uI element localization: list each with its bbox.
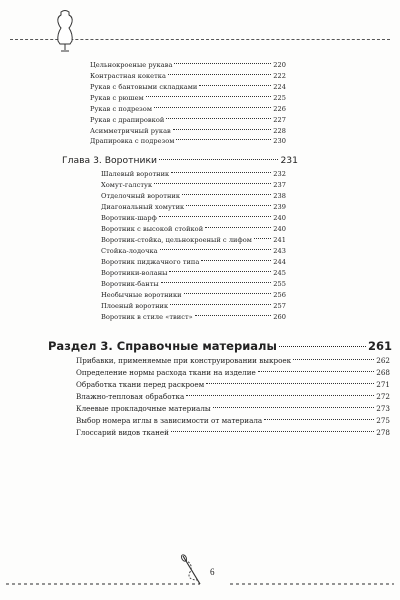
toc-entry[interactable] [76, 416, 390, 425]
toc-entry[interactable] [101, 280, 286, 288]
toc-entry-title: Влажно-тепловая обработка [76, 392, 185, 401]
toc-entry-title: Драпировка с подрезом [90, 137, 175, 145]
toc-entry[interactable] [90, 137, 286, 145]
leader-dots [293, 358, 374, 360]
toc-entry-title: Прибавки, применяемые при конструировании выкроек [76, 356, 292, 365]
leader-dots [171, 430, 374, 432]
section-title: Раздел 3. Справочные материалы [48, 339, 277, 353]
leader-dots [201, 259, 271, 261]
toc-entry-title: Воротник-банты [101, 280, 159, 288]
toc-entry[interactable] [90, 127, 286, 135]
chapter-page: 231 [280, 155, 298, 166]
toc-entry-title: Рукав с подрезом [90, 105, 153, 113]
toc-entry-title: Воротники-воланы [101, 269, 168, 277]
leader-dots [169, 270, 271, 272]
leader-dots [146, 95, 272, 97]
leader-dots [161, 281, 272, 283]
toc-entry-page: 275 [376, 416, 390, 425]
toc-entry[interactable] [101, 313, 286, 321]
toc-entry-page: 268 [376, 368, 390, 377]
toc-entry-page: 222 [273, 72, 286, 80]
leader-dots [213, 406, 375, 408]
leader-dots [159, 215, 271, 217]
toc-entry[interactable] [90, 105, 286, 113]
toc-entry[interactable] [90, 61, 286, 69]
toc-entry-page: 262 [376, 356, 390, 365]
toc-entry-title: Определение нормы расхода ткани на изделие [76, 368, 256, 377]
toc-entry-title: Шалевый воротник [101, 170, 170, 178]
toc-entry-title: Плоеный воротник [101, 302, 169, 310]
leader-dots [171, 171, 271, 173]
toc-entry[interactable] [90, 116, 286, 124]
toc-entry-page: 273 [376, 404, 390, 413]
toc-entry-page: 245 [273, 269, 286, 277]
toc-entry[interactable] [76, 356, 390, 365]
toc-entry[interactable] [101, 302, 286, 310]
toc-entry[interactable] [101, 214, 286, 222]
toc-entry-page: 244 [273, 258, 286, 266]
toc-entry[interactable] [101, 247, 286, 255]
toc-entry-page: 230 [273, 137, 286, 145]
toc-entry[interactable] [101, 170, 286, 178]
dress-form-icon [52, 8, 78, 54]
toc-entry-page: 238 [273, 192, 286, 200]
toc-entry-title: Рукав с бантовыми складками [90, 83, 198, 91]
leader-dots [182, 193, 271, 195]
toc-entry[interactable] [90, 83, 286, 91]
section-page: 261 [367, 339, 392, 353]
leader-dots [184, 292, 272, 294]
chapter-title: Глава 3. Воротники [62, 155, 157, 166]
toc-entry[interactable] [76, 392, 390, 401]
leader-dots [166, 117, 271, 119]
toc-entry-title: Выбор номера иглы в зависимости от материала [76, 416, 263, 425]
toc-entry[interactable] [76, 380, 390, 389]
leader-dots [264, 418, 374, 420]
leader-dots [176, 138, 271, 140]
toc-entry-title: Воротник-стойка, цельнокроеный с лифом [101, 236, 252, 244]
toc-entry[interactable] [76, 404, 390, 413]
toc-entry[interactable] [76, 368, 390, 377]
leader-dots [160, 248, 272, 250]
toc-entry-page: 237 [273, 181, 286, 189]
toc-entry-page: 232 [273, 170, 286, 178]
leader-dots [186, 394, 374, 396]
leader-dots [168, 73, 271, 75]
leader-dots [199, 84, 271, 86]
toc-entry-page: 239 [273, 203, 286, 211]
toc-entry-page: 226 [273, 105, 286, 113]
toc-entry-title: Воротник с высокой стойкой [101, 225, 204, 233]
leader-dots [170, 303, 271, 305]
toc-entry-title: Воротник в стиле «твист» [101, 313, 193, 321]
toc-entry-page: 227 [273, 116, 286, 124]
toc-entry-page: 228 [273, 127, 286, 135]
leader-dots [154, 106, 271, 108]
toc-entry-page: 225 [273, 94, 286, 102]
toc-entry-title: Рукав с рюшем [90, 94, 144, 102]
toc-entry-title: Глоссарий видов тканей [76, 428, 169, 437]
toc-entry-title: Хомут-галстук [101, 181, 153, 189]
toc-entry-title: Воротник-шарф [101, 214, 157, 222]
leader-dots [254, 237, 271, 239]
toc-entry-page: 271 [376, 380, 390, 389]
leader-dots [154, 182, 271, 184]
toc-entry[interactable] [76, 428, 390, 437]
toc-section-heading[interactable] [48, 339, 392, 353]
toc-entry-page: 240 [273, 214, 286, 222]
toc-entry-title: Рукав с драпировкой [90, 116, 165, 124]
toc-entry[interactable] [101, 269, 286, 277]
toc-entry-page: 257 [273, 302, 286, 310]
toc-entry-page: 220 [273, 61, 286, 69]
toc-entry[interactable] [101, 258, 286, 266]
toc-entry-page: 260 [273, 313, 286, 321]
toc-entry-page: 272 [376, 392, 390, 401]
toc-entry-page: 241 [273, 236, 286, 244]
toc-entry-title: Обработка ткани перед раскроем [76, 380, 205, 389]
page-number: 6 [210, 567, 215, 577]
toc-entry-title: Асимметричный рукав [90, 127, 171, 135]
toc-entry-title: Воротник пиджачного типа [101, 258, 200, 266]
toc-entry[interactable] [101, 291, 286, 299]
leader-dots [206, 382, 374, 384]
toc-entry-title: Необычные воротники [101, 291, 182, 299]
leader-dots [195, 314, 271, 316]
toc-entry-page: 240 [273, 225, 286, 233]
leader-dots [258, 370, 375, 372]
toc-entry[interactable] [101, 236, 286, 244]
toc-entry[interactable] [101, 225, 286, 233]
toc-entry-title: Стойка-лодочка [101, 247, 158, 255]
toc-chapter-heading[interactable] [62, 155, 298, 166]
toc-entry-title: Клеевые прокладочные материалы [76, 404, 211, 413]
toc-entry[interactable] [101, 203, 286, 211]
leader-dots [174, 62, 271, 64]
toc-entry-page: 255 [273, 280, 286, 288]
leader-dots [159, 158, 278, 160]
leader-dots [173, 128, 271, 130]
toc-entry-title: Отделочный воротник [101, 192, 181, 200]
toc-entry-page: 278 [376, 428, 390, 437]
leader-dots [186, 204, 271, 206]
toc-entry-page: 256 [273, 291, 286, 299]
toc-entry-page: 243 [273, 247, 286, 255]
toc-entry-title: Диагональный хомутик [101, 203, 185, 211]
leader-dots [279, 345, 366, 347]
toc-entry[interactable] [90, 72, 286, 80]
toc-entry-title: Цельнокроеные рукава [90, 61, 173, 69]
toc-entry[interactable] [101, 192, 286, 200]
leader-dots [205, 226, 271, 228]
toc-entry-page: 224 [273, 83, 286, 91]
needle-thread-icon [176, 550, 210, 590]
toc-entry[interactable] [90, 94, 286, 102]
toc-entry[interactable] [101, 181, 286, 189]
toc-entry-title: Контрастная кокетка [90, 72, 166, 80]
